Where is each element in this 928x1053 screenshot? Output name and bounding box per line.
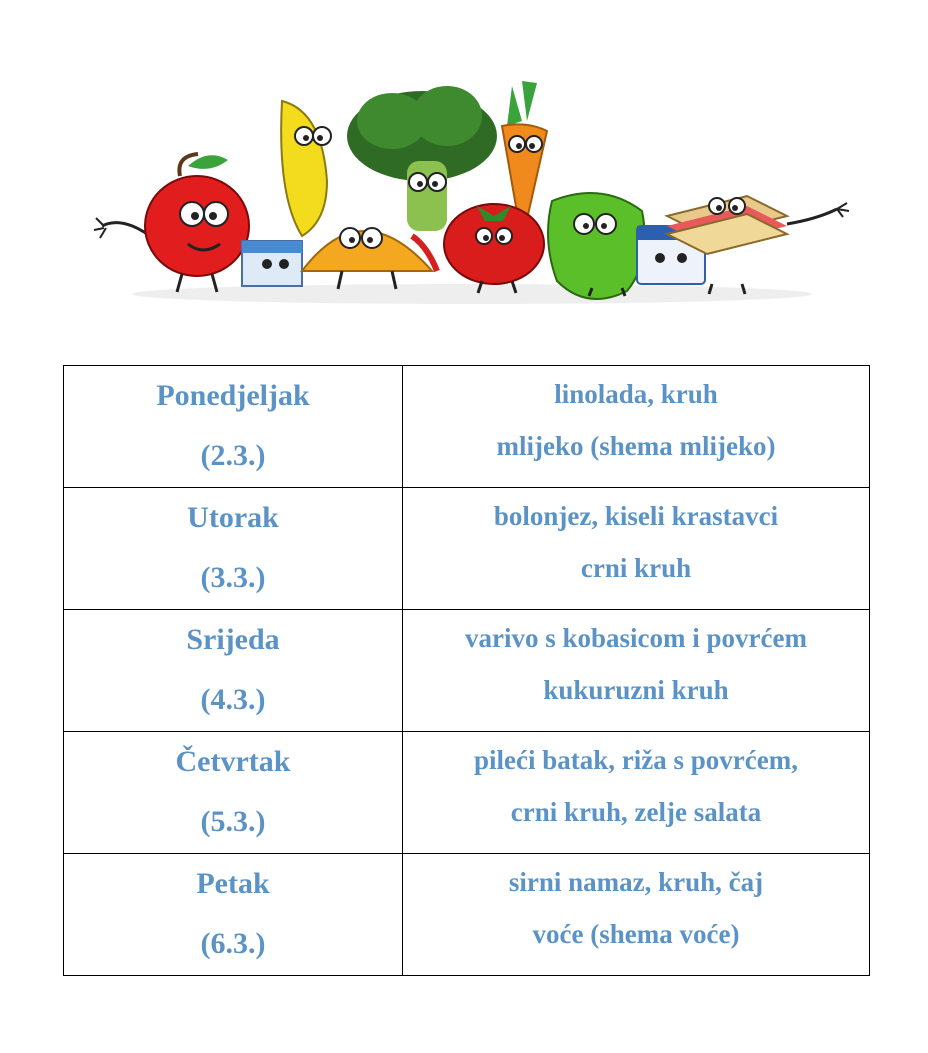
meal-cell <box>403 732 870 854</box>
table-row <box>64 366 870 488</box>
meal-line: linolada, kruh <box>554 379 718 409</box>
day-name: Petak <box>196 867 270 900</box>
day-date: (5.3.) <box>200 805 266 838</box>
day-name: Utorak <box>187 501 279 534</box>
meal-cell <box>403 366 870 488</box>
cartoon-food-characters-illustration <box>92 66 852 316</box>
meal-line: sirni namaz, kruh, čaj <box>508 867 764 897</box>
meal-line: mlijeko (shema mlijeko) <box>496 431 776 461</box>
day-cell <box>64 732 403 854</box>
day-date: (4.3.) <box>200 683 266 716</box>
meal-line: pileći batak, riža s povrćem, <box>474 745 798 775</box>
day-cell <box>64 610 403 732</box>
table-row <box>64 854 870 976</box>
meal-line: bolonjez, kiseli krastavci <box>493 501 779 531</box>
day-date: (3.3.) <box>200 561 266 594</box>
meal-line: crni kruh <box>580 553 692 583</box>
meal-line: varivo s kobasicom i povrćem <box>465 623 807 653</box>
meal-line: voće (shema voće) <box>532 919 740 949</box>
day-name: Srijeda <box>186 623 280 656</box>
day-cell <box>64 488 403 610</box>
day-name: Ponedjeljak <box>156 379 310 412</box>
meal-cell <box>403 854 870 976</box>
meal-line: crni kruh, zelje salata <box>510 797 762 827</box>
day-name: Četvrtak <box>175 745 291 778</box>
table-row <box>64 732 870 854</box>
meal-cell <box>403 488 870 610</box>
table-row <box>64 488 870 610</box>
meal-line: kukuruzni kruh <box>543 675 729 705</box>
weekly-menu-table <box>63 365 870 976</box>
meal-cell <box>403 610 870 732</box>
table-row <box>64 610 870 732</box>
day-cell <box>64 854 403 976</box>
day-cell <box>64 366 403 488</box>
day-date: (6.3.) <box>200 927 266 960</box>
day-date: (2.3.) <box>200 439 266 472</box>
